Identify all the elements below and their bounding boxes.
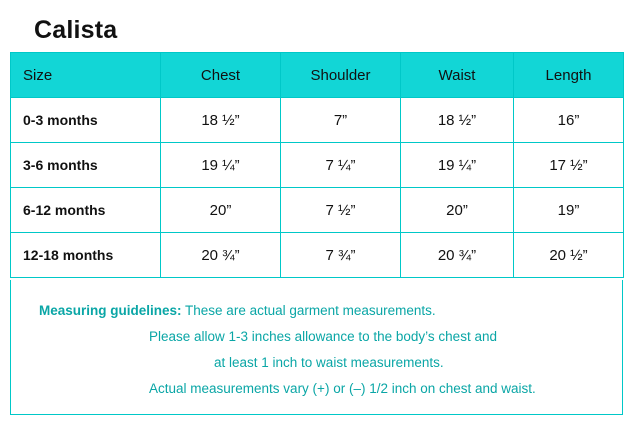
table-row: [11, 233, 624, 278]
cell-shoulder: 7 ¾”: [281, 233, 401, 278]
table-header: [11, 53, 624, 98]
table-header-row: [11, 53, 624, 98]
table-row: [11, 98, 624, 143]
cell-shoulder: 7 ¼”: [281, 143, 401, 188]
column-header-size: Size: [11, 53, 161, 98]
cell-length: 16”: [514, 98, 624, 143]
cell-length: 20 ½”: [514, 233, 624, 278]
guideline-line-4: Actual measurements vary (+) or (–) 1/2 inch on chest and waist.: [149, 381, 536, 396]
cell-waist: 20 ¾”: [401, 233, 514, 278]
guideline-line-3: at least 1 inch to waist measurements.: [214, 355, 444, 370]
guideline-line-1: [39, 298, 602, 324]
cell-waist: 18 ½”: [401, 98, 514, 143]
cell-chest: 20”: [161, 188, 281, 233]
cell-chest: 18 ½”: [161, 98, 281, 143]
cell-shoulder: 7”: [281, 98, 401, 143]
cell-size: 12-18 months: [11, 233, 161, 278]
measuring-guidelines-panel: [10, 280, 623, 415]
column-header-chest: Chest: [161, 53, 281, 98]
cell-length: 17 ½”: [514, 143, 624, 188]
size-chart-table: [10, 52, 624, 278]
cell-size: 3-6 months: [11, 143, 161, 188]
guideline-text-1: These are actual garment measurements.: [181, 303, 436, 318]
cell-waist: 20”: [401, 188, 514, 233]
column-header-shoulder: Shoulder: [281, 53, 401, 98]
guideline-line-2: Please allow 1-3 inches allowance to the body’s chest and: [149, 329, 497, 344]
guidelines-label: Measuring guidelines:: [39, 303, 182, 318]
table-row: [11, 143, 624, 188]
cell-shoulder: 7 ½”: [281, 188, 401, 233]
cell-size: 6-12 months: [11, 188, 161, 233]
table-row: [11, 188, 624, 233]
column-header-waist: Waist: [401, 53, 514, 98]
cell-size: 0-3 months: [11, 98, 161, 143]
cell-chest: 19 ¼”: [161, 143, 281, 188]
column-header-length: Length: [514, 53, 624, 98]
page-title: Calista: [34, 16, 118, 44]
table-body: [11, 98, 624, 278]
cell-length: 19”: [514, 188, 624, 233]
cell-chest: 20 ¾”: [161, 233, 281, 278]
cell-waist: 19 ¼”: [401, 143, 514, 188]
